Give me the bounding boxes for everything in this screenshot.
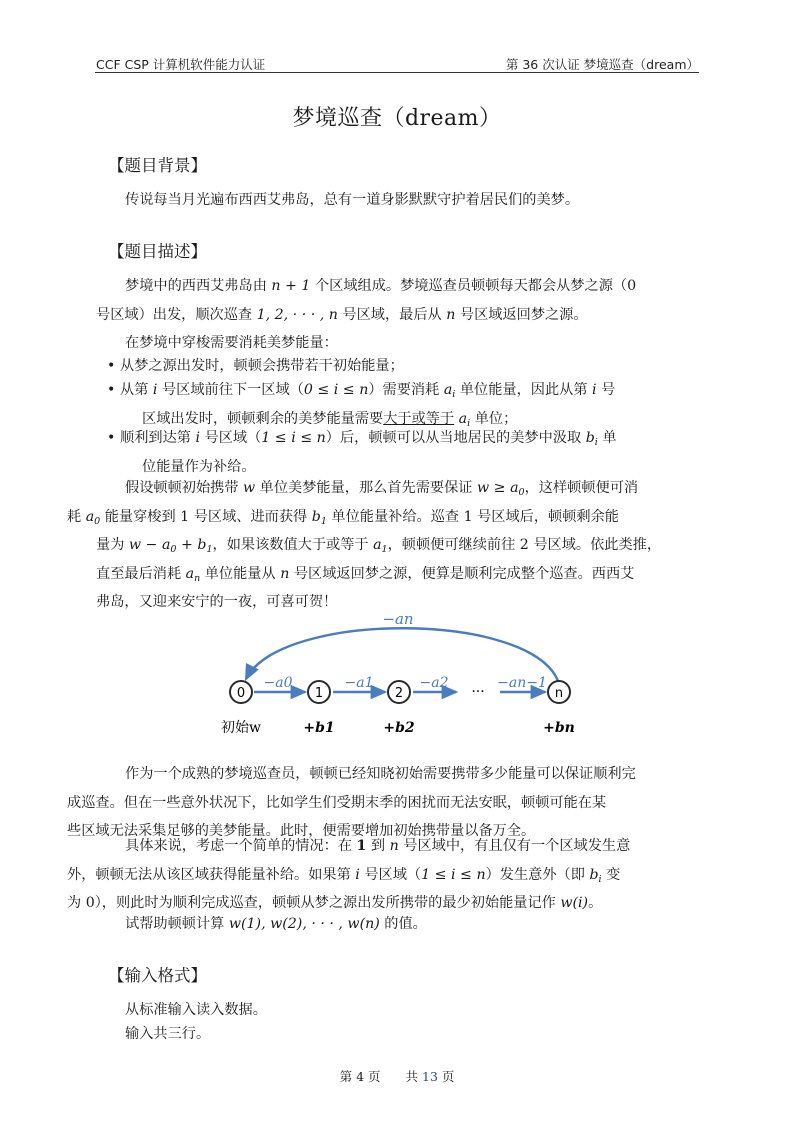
bullet-dot: • <box>107 430 116 446</box>
svg-text:n: n <box>554 686 564 701</box>
node-2 <box>388 681 410 703</box>
description-paragraph-2: 在梦境中穿梭需要消耗美梦能量： <box>125 335 338 351</box>
node-0 <box>230 681 252 703</box>
node-ellipsis: ··· <box>471 684 485 700</box>
running-header-left: CCF CSP 计算机软件能力认证 <box>96 57 266 72</box>
edge-label-a1: −a1 <box>344 675 374 691</box>
bullet-dot: • <box>107 358 116 374</box>
bullet-item-2: • 从第 i 号区域前往下一区域（0 ≤ i ≤ n）需要消耗 $a_i$ 单位能量，因此从第 i 号 区域出发时，顿顿剩余的美梦能量需要大于或等于 $a_i$ 单位； <box>120 376 700 433</box>
bullet-dot: • <box>107 382 116 398</box>
node-1 <box>308 681 330 703</box>
under-label-b2: +b2 <box>383 720 415 736</box>
edge-label-an-1: −an−1 <box>497 675 547 691</box>
under-label-bn: +bn <box>543 720 575 736</box>
section-heading-background: 【题目背景】 <box>108 156 207 175</box>
description-paragraph-5: 具体来说，考虑一个简单的情况：在 1 到 n 号区域中，有且仅有一个区域发生意 外，顿顿无法从该区域获得能量补给。如果第 i 号区域（1 ≤ i ≤ n）发生意外（即 $b_i$ 变 为 0），则此时为顺利完成巡查，顿顿从梦之源出发所携带的最少初始能量记作 w(i)。 <box>67 838 631 912</box>
emphasis-geq: 大于或等于 <box>383 410 455 427</box>
svg-text:2: 2 <box>394 686 404 701</box>
input-line-2: 输入共三行。 <box>125 1026 211 1042</box>
svg-text:0: 0 <box>236 686 246 701</box>
under-label-b1: +b1 <box>303 720 335 736</box>
node-n <box>548 681 570 703</box>
page-number: 4 <box>356 1069 365 1084</box>
description-paragraph-6: 试帮助顿顿计算 w(1), w(2), · · · , w(n) 的值。 <box>125 916 427 932</box>
edge-label-a0: −a0 <box>263 675 293 691</box>
svg-text:1: 1 <box>314 686 324 701</box>
header-rule <box>95 72 699 73</box>
patrol-diagram <box>200 606 600 746</box>
description-paragraph-3: 假设顿顿初始携带 w 单位美梦能量，那么首先需要保证 $w \ge a_0$，这样顿顿便可消 耗 $a_0$ 能量穿梭到 1 号区域、进而获得 $b_1$ 单位能量补给。巡查 1 号区域后，顿顿剩余能 量为 $w - a_0 + b_1$，如果该数值大于或等于 $a_1$，顿顿便可继续前往 2 号区域。依此类推， 直至最后消耗 $a_n$ 单位能量从 n 号区域返回梦之源，便算是顺利完成整个巡查。西西艾 弗岛，又迎来安宁的一夜，可喜可贺！ <box>67 480 662 611</box>
edge-label-a2: −a2 <box>419 675 449 691</box>
under-label-init: 初始w <box>221 720 261 736</box>
page-footer: 第 4 页 共 13 页 <box>339 1069 455 1084</box>
input-line-1: 从标准输入读入数据。 <box>125 1002 267 1018</box>
return-label-an: −an <box>382 610 414 628</box>
page-title: 梦境巡查（dream） <box>292 106 502 131</box>
bullet-item-3: • 顺利到达第 i 号区域（1 ≤ i ≤ n）后，顿顿可以从当地居民的美梦中汲取 $b_i$ 单 位能量作为补给。 <box>120 424 700 481</box>
bullet-item-1: • 从梦之源出发时，顿顿会携带若干初始能量； <box>120 352 700 381</box>
section-heading-description: 【题目描述】 <box>108 242 207 261</box>
section-heading-input: 【输入格式】 <box>108 966 207 985</box>
description-paragraph-1: 梦境中的西西艾弗岛由 n + 1 个区域组成。梦境巡查员顿顿每天都会从梦之源（0 号区域）出发，顺次巡查 1, 2, · · · , n 号区域，最后从 n 号区域返回梦之源。 <box>96 278 637 323</box>
description-paragraph-4: 作为一个成熟的梦境巡查员，顿顿已经知晓初始需要携带多少能量可以保证顺利完 成巡查。但在一些意外状况下，比如学生们受期末季的困扰而无法安眠，顿顿可能在某 些区域无法采集足够的美梦能量。此时，便需要增加初始携带量以备万全。 <box>67 766 636 840</box>
background-text: 传说每当月光遍布西西艾弗岛，总有一道身影默默守护着居民们的美梦。 <box>125 192 580 208</box>
page-total-link[interactable]: 13 <box>422 1069 438 1084</box>
return-arc <box>246 628 558 681</box>
running-header-right: 第 36 次认证 梦境巡查（dream） <box>505 57 699 72</box>
